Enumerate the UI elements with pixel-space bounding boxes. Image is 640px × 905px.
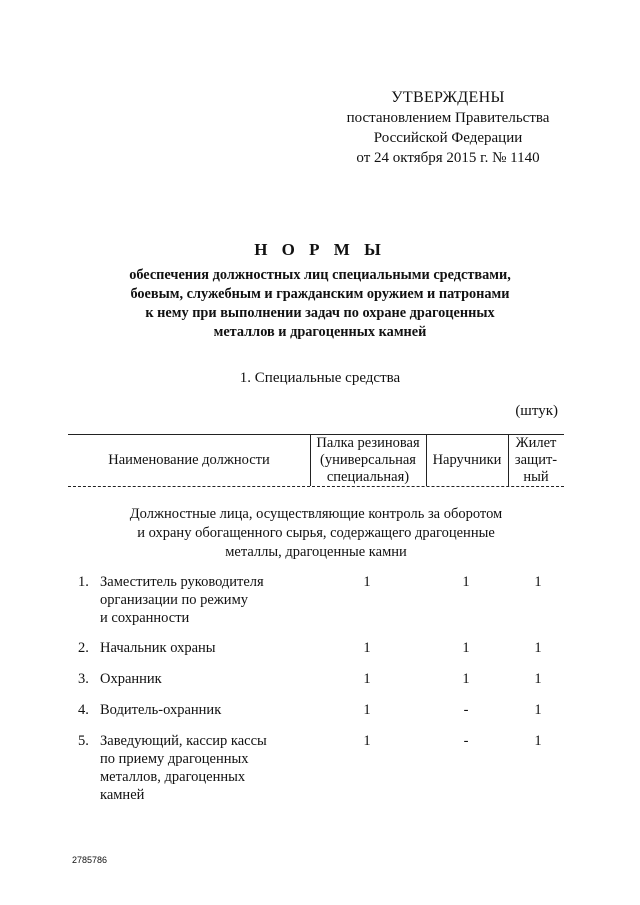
title-line: боевым, служебным и гражданским оружием и патронами bbox=[130, 286, 510, 302]
row-number: 3. bbox=[78, 671, 89, 687]
row-position-name bbox=[100, 732, 300, 804]
row-name-line: Заместитель руководителя bbox=[100, 574, 264, 590]
header-position bbox=[68, 434, 310, 486]
row-vest-value: 1 bbox=[534, 733, 542, 749]
header-baton bbox=[310, 434, 426, 486]
unit-label: (штук) bbox=[515, 403, 558, 419]
row-position-name bbox=[100, 573, 300, 627]
group-heading-line: и охрану обогащенного сырья, содержащего драгоценные bbox=[137, 525, 495, 541]
title-line: к нему при выполнении задач по охране драгоценных bbox=[145, 305, 495, 321]
header-handcuffs-label: Наручники bbox=[432, 451, 502, 468]
row-baton-value: 1 bbox=[363, 702, 371, 718]
row-name-line: камней bbox=[100, 787, 145, 803]
title-line: металлов и драгоценных камней bbox=[213, 324, 427, 340]
title-main: Н О Р М Ы bbox=[254, 240, 386, 259]
row-number: 2. bbox=[78, 640, 89, 656]
header-baton-line: Палка резиновая bbox=[316, 434, 420, 451]
table-header-rule bbox=[68, 486, 564, 487]
group-heading-line: Должностные лица, осуществляющие контроль за оборотом bbox=[129, 506, 503, 522]
approval-heading: УТВЕРЖДЕНЫ bbox=[391, 89, 505, 106]
row-position-name bbox=[100, 670, 300, 688]
footer-document-code: 2785786 bbox=[72, 855, 108, 865]
group-heading-line: металлы, драгоценные камни bbox=[225, 544, 407, 560]
row-name-line: Заведующий, кассир кассы bbox=[100, 733, 267, 749]
header-baton-line: (универсальная bbox=[320, 451, 416, 468]
row-name-line: Охранник bbox=[100, 671, 162, 687]
row-handcuffs-value: - bbox=[463, 702, 469, 718]
row-number: 1. bbox=[78, 574, 89, 590]
row-name-line: Начальник охраны bbox=[100, 640, 216, 656]
row-number: 5. bbox=[78, 733, 89, 749]
approval-line: постановлением Правительства bbox=[346, 110, 550, 126]
row-name-line: и сохранности bbox=[100, 610, 190, 626]
title-line: обеспечения должностных лиц специальными средствами, bbox=[129, 267, 511, 283]
row-baton-value: 1 bbox=[363, 671, 371, 687]
row-handcuffs-value: 1 bbox=[462, 574, 470, 590]
group-heading bbox=[68, 505, 564, 562]
row-handcuffs-value: 1 bbox=[462, 671, 470, 687]
row-name-line: Водитель-охранник bbox=[100, 702, 222, 718]
header-handcuffs bbox=[426, 434, 508, 486]
header-vest-line: Жилет bbox=[515, 434, 557, 451]
header-baton-line: специальная) bbox=[326, 468, 410, 485]
header-vest bbox=[508, 434, 564, 486]
header-vest-line: ный bbox=[523, 468, 549, 485]
row-position-name bbox=[100, 701, 300, 719]
row-baton-value: 1 bbox=[363, 640, 371, 656]
row-vest-value: 1 bbox=[534, 702, 542, 718]
row-position-name bbox=[100, 639, 300, 657]
row-baton-value: 1 bbox=[363, 733, 371, 749]
row-handcuffs-value: - bbox=[463, 733, 469, 749]
approval-line: Российской Федерации bbox=[373, 130, 523, 146]
row-handcuffs-value: 1 bbox=[462, 640, 470, 656]
row-name-line: металлов, драгоценных bbox=[100, 769, 246, 785]
header-position-label: Наименование должности bbox=[108, 451, 270, 468]
row-vest-value: 1 bbox=[534, 574, 542, 590]
row-vest-value: 1 bbox=[534, 671, 542, 687]
header-vest-line: защит- bbox=[514, 451, 558, 468]
approval-block bbox=[330, 88, 566, 168]
row-baton-value: 1 bbox=[363, 574, 371, 590]
row-name-line: организации по режиму bbox=[100, 592, 248, 608]
row-name-line: по приему драгоценных bbox=[100, 751, 249, 767]
approval-date-number: от 24 октября 2015 г. № 1140 bbox=[356, 150, 540, 166]
row-number: 4. bbox=[78, 702, 89, 718]
document-title bbox=[90, 240, 550, 342]
row-vest-value: 1 bbox=[534, 640, 542, 656]
section-title: 1. Специальные средства bbox=[239, 370, 401, 386]
